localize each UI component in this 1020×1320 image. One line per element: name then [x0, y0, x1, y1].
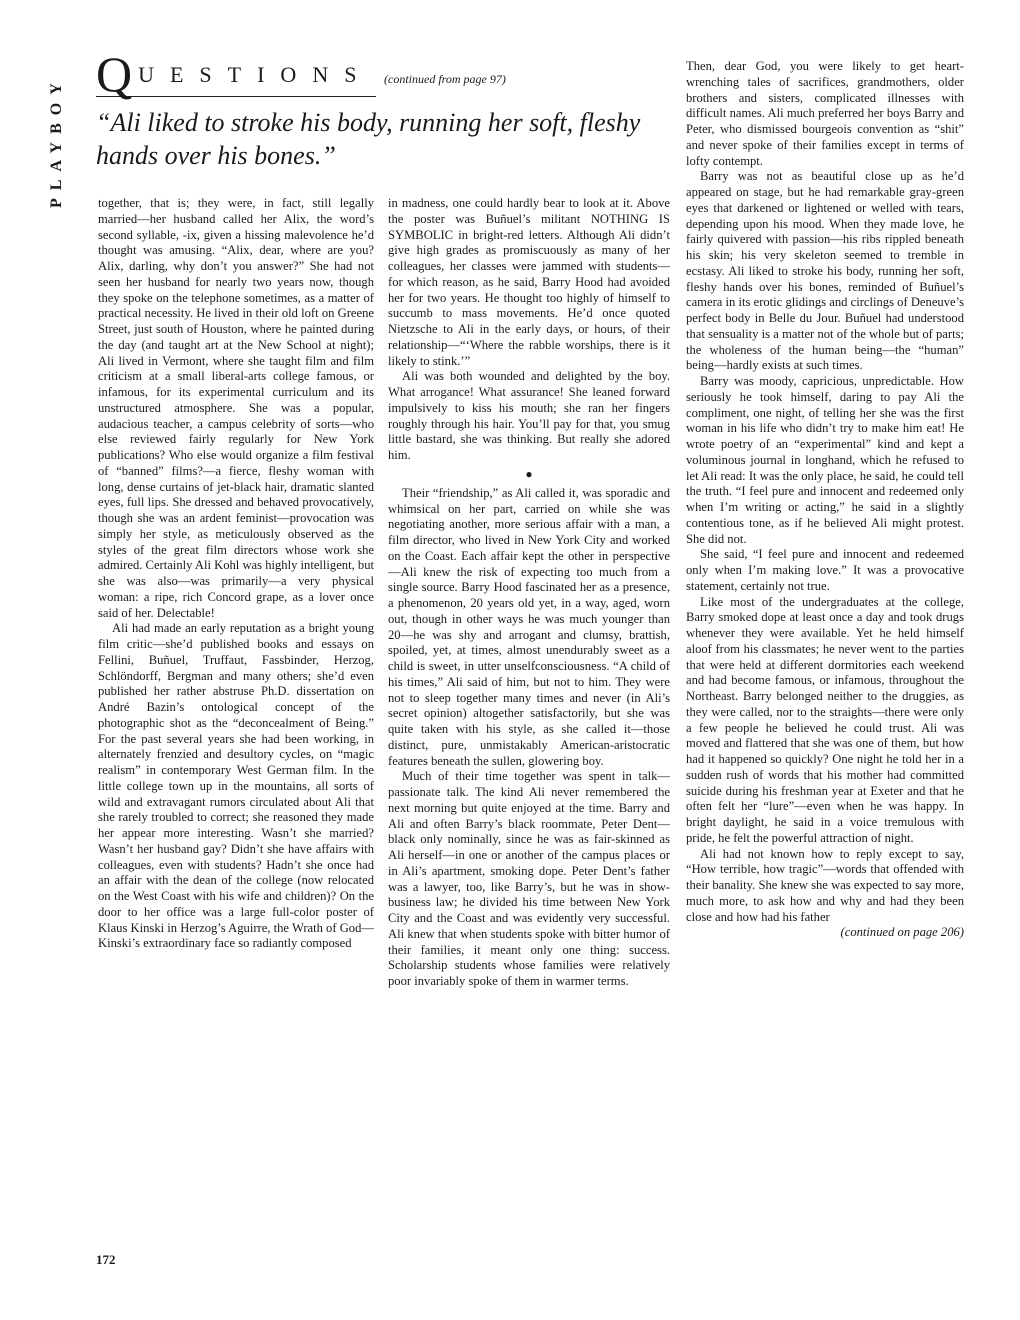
paragraph: Ali had made an early reputation as a bright young film critic—she’d published books and essays on Fellini, Buñuel, Truffaut, Fassbinder, Herzog, Schlöndorff, Bergman and many others; she’d even published her rather abstruse Ph.D. dissertation on André Bazin’s ontological concept of the photographic shot as the “deconcealment of Being.” For the past several years she had been working, in alternately frenzied and desultory cycles, on “magic realism” in contemporary West German film. In the little college town up in the mountains, all sorts of wild and extravagant rumors circulated about Ali that she rarely troubled to correct; she reasoned they made her appear more interesting. Wasn’t she married? Wasn’t her husband gay? Didn’t she have affairs with colleagues, even with students? Hadn’t she once had an affair with the dean of the college (now relocated on the West Coast with his wife and children)? On the door to her office was a large full-color poster of Klaus Kinski in Herzog’s Aguirre, the Wrath of God—Kinski’s extraordinary face so radiantly composed: [98, 621, 374, 951]
text-column-3: [686, 59, 964, 941]
section-title-rest: UESTIONS: [138, 62, 373, 87]
continued-on-note: (continued on page 206): [840, 925, 964, 940]
paragraph: together, that is; they were, in fact, still legally married—her husband called her Alix, the word’s second syllable, -ix, given a hissing malevolence he’d thought was amusing. “Alix, dear, where are you? Alix, darling, why don’t you answer?” She had not seen her husband for nearly two years now, though they spoke on the telephone sometimes, as a matter of practical necessity. He lived in their old loft on Greene Street, just south of Houston, where he painted during the day (and taught art at the New School at night); Ali lived in Vermont, where she taught film and film criticism at a small liberal-arts college famous, or infamous, for its experimental curriculum and its unstructured atmosphere. She was a popular, audacious teacher, a campus celebrity of sorts—who else reviewed fairly regularly for New York publications? Who else would organize a film festival of “banned” films?—a fierce, fleshy woman with long, dense curtains of jet-black hair, dramatic slanted eyes, full lips. She dressed and behaved provocatively, though she was an ardent feminist—provocation was simply her style, as meticulously observed as the styles of the great film directors whose work she admired. Certainly Ali Kohl was highly intelligent, but she was also—was primarily—a very physical woman: a ripe, rich Concord grape, as a lover once said of her. Delectable!: [98, 196, 374, 620]
paragraph: Much of their time together was spent in talk—passionate talk. The kind Ali never remembered the next morning but quite enjoyed at the time. Barry and Ali and often Barry’s black roommate, Peter Dent—black only nominally, since he was as fair-skinned as Ali herself—in one or another of the campus places or in Ali’s apartment, smoking dope. Peter Dent’s father was a lawyer, too, like Barry’s, but he was in show-business law; he divided his time between New York City and the Coast and was evidently very successful. Ali knew that when students spoke with bitter humor of their families, it meant only one thing: success. Scholarship students whose families were relatively poor invariably spoke of them in warmer terms.: [388, 769, 670, 988]
paragraph: Like most of the undergraduates at the college, Barry smoked dope at least once a day and took drugs whenever they were available. Yet he held himself aloof from his classmates; he never went to the parties that were held at different dormitories each weekend and had become famous, or infamous, throughout the Northeast. Barry belonged neither to the druggies, as they were called, nor to the straights—there were only a few people he believed he could trust. Ali was moved and flattered that she was one of them, but how had it happened so quickly? One night he told her in a sudden rush of words that his mother had committed suicide during his freshman year at Exeter and that he often felt her “lure”—even when he was happy. In bright daylight, he said in a voice tremulous with pride, he felt the powerful attraction of night.: [686, 594, 964, 845]
paragraph: Barry was not as beautiful close up as he’d appeared on stage, but he had remarkable gray-green eyes that darkened or lightened or welled with tears, depending upon his mood. When they made love, he fairly quivered with passion—his ribs rippled beneath his skin; his very skeleton seemed to tremble in ecstasy. Ali liked to stroke his body, running her soft, fleshy hands over his bones, reminded of Buñuel’s camera in its erotic glidings and circlings of Deneuve’s perfect body in Belle du Jour. Buñuel had understood that sensuality is a matter not of the whole but of parts; the wholeness of the human being—the “human” being—hardly exists at such times.: [686, 169, 964, 373]
section-header: [96, 46, 670, 102]
section-separator: ●: [525, 466, 533, 481]
text-column-2: [388, 196, 670, 990]
text-column-1: [98, 196, 374, 952]
paragraph: Ali was both wounded and delighted by the boy. What arrogance! What assurance! She leaned forward impulsively to kiss his mouth; she ran her fingers roughly through his hair. You’ll pay for that, you smug little bastard, she was thinking. But really she adored him.: [388, 369, 670, 462]
paragraph: Barry was moody, capricious, unpredictable. How seriously he took himself, daring to pay Ali the compliment, one night, of telling her she was the first woman in his life who didn’t try to make him eat! He wrote poetry of an “experimental” kind and kept a voluminous journal in longhand, which he refused to let Ali read: It was the only place, he said, he could tell the truth. “I feel pure and innocent and redeemed only when I’m writing or acting,” he said in a slightly contentious tone, as if he believed Ali might protest. She did not.: [686, 374, 964, 546]
paragraph: Then, dear God, you were likely to get heart-wrenching tales of sacrifices, grandmothers, older brothers and sisters, complicated illnesses with difficult names. Ali much preferred her boys Barry and Peter, who dismissed bourgeois convention as “shit” and never spoke of their families except in terms of lofty contempt.: [686, 59, 964, 168]
magazine-name: PLAYBOY: [48, 75, 65, 208]
paragraph: She said, “I feel pure and innocent and redeemed only when I’m making love.” It was a provocative statement, certainly not true.: [686, 547, 964, 593]
paragraph: in madness, one could hardly bear to look at it. Above the poster was Buñuel’s militant NOTHING IS SYMBOLIC in bright-red letters. Although Ali didn’t give high grades as promiscuously as many of her colleagues, her classes were jammed with students—for which reason, as he said, Barry Hood had avoided her for two years. He thought too highly of himself to succumb to mass movements. He’d once quoted Nietzsche to Ali in the early days, or hours, of their relationship—“‘Where the rabble worships, there is it likely to stink.’”: [388, 196, 670, 368]
continued-from-note: (continued from page 97): [384, 72, 506, 86]
paragraph: Their “friendship,” as Ali called it, was sporadic and whimsical on her part, carried on while she was negotiating another, more serious affair with a man, a film director, who lived in New York City and worked on the Coast. Each affair kept the other in perspective—Ali knew the risk of expecting too much from a single source. Barry Hood fascinated her as a presence, a phenomenon, 20 years old yet, in a way, aged, worn out, though in other ways he was much younger than 20—he was shy and arrogant and clumsy, brattish, spoiled, yet, at times, almost unendurably sweet as a child is sweet, in utter unselfconsciousness. “A child of his times,” Ali said of him, but not to him. They were not to sleep together many times and never (in Ali’s secret opinion) altogether satisfactorily, but she was quite taken with his style, as she called it—those distinct, pure, unmistakably American-aristocratic features beneath the sullen, glowering boy.: [388, 485, 670, 768]
magazine-spine-label: [44, 36, 74, 226]
page-number: 172: [96, 1252, 116, 1267]
section-title-initial: Q: [96, 46, 133, 102]
paragraph: Ali had not known how to reply except to say, “How terrible, how tragic”—words that offended with their banality. She knew she was expected to say more, much more, to ask how and why and had they been close and how had his father: [686, 846, 964, 924]
pull-quote: “Ali liked to stroke his body, running her soft, fleshy hands over his bones.”: [96, 108, 641, 170]
section-title: [96, 46, 376, 102]
